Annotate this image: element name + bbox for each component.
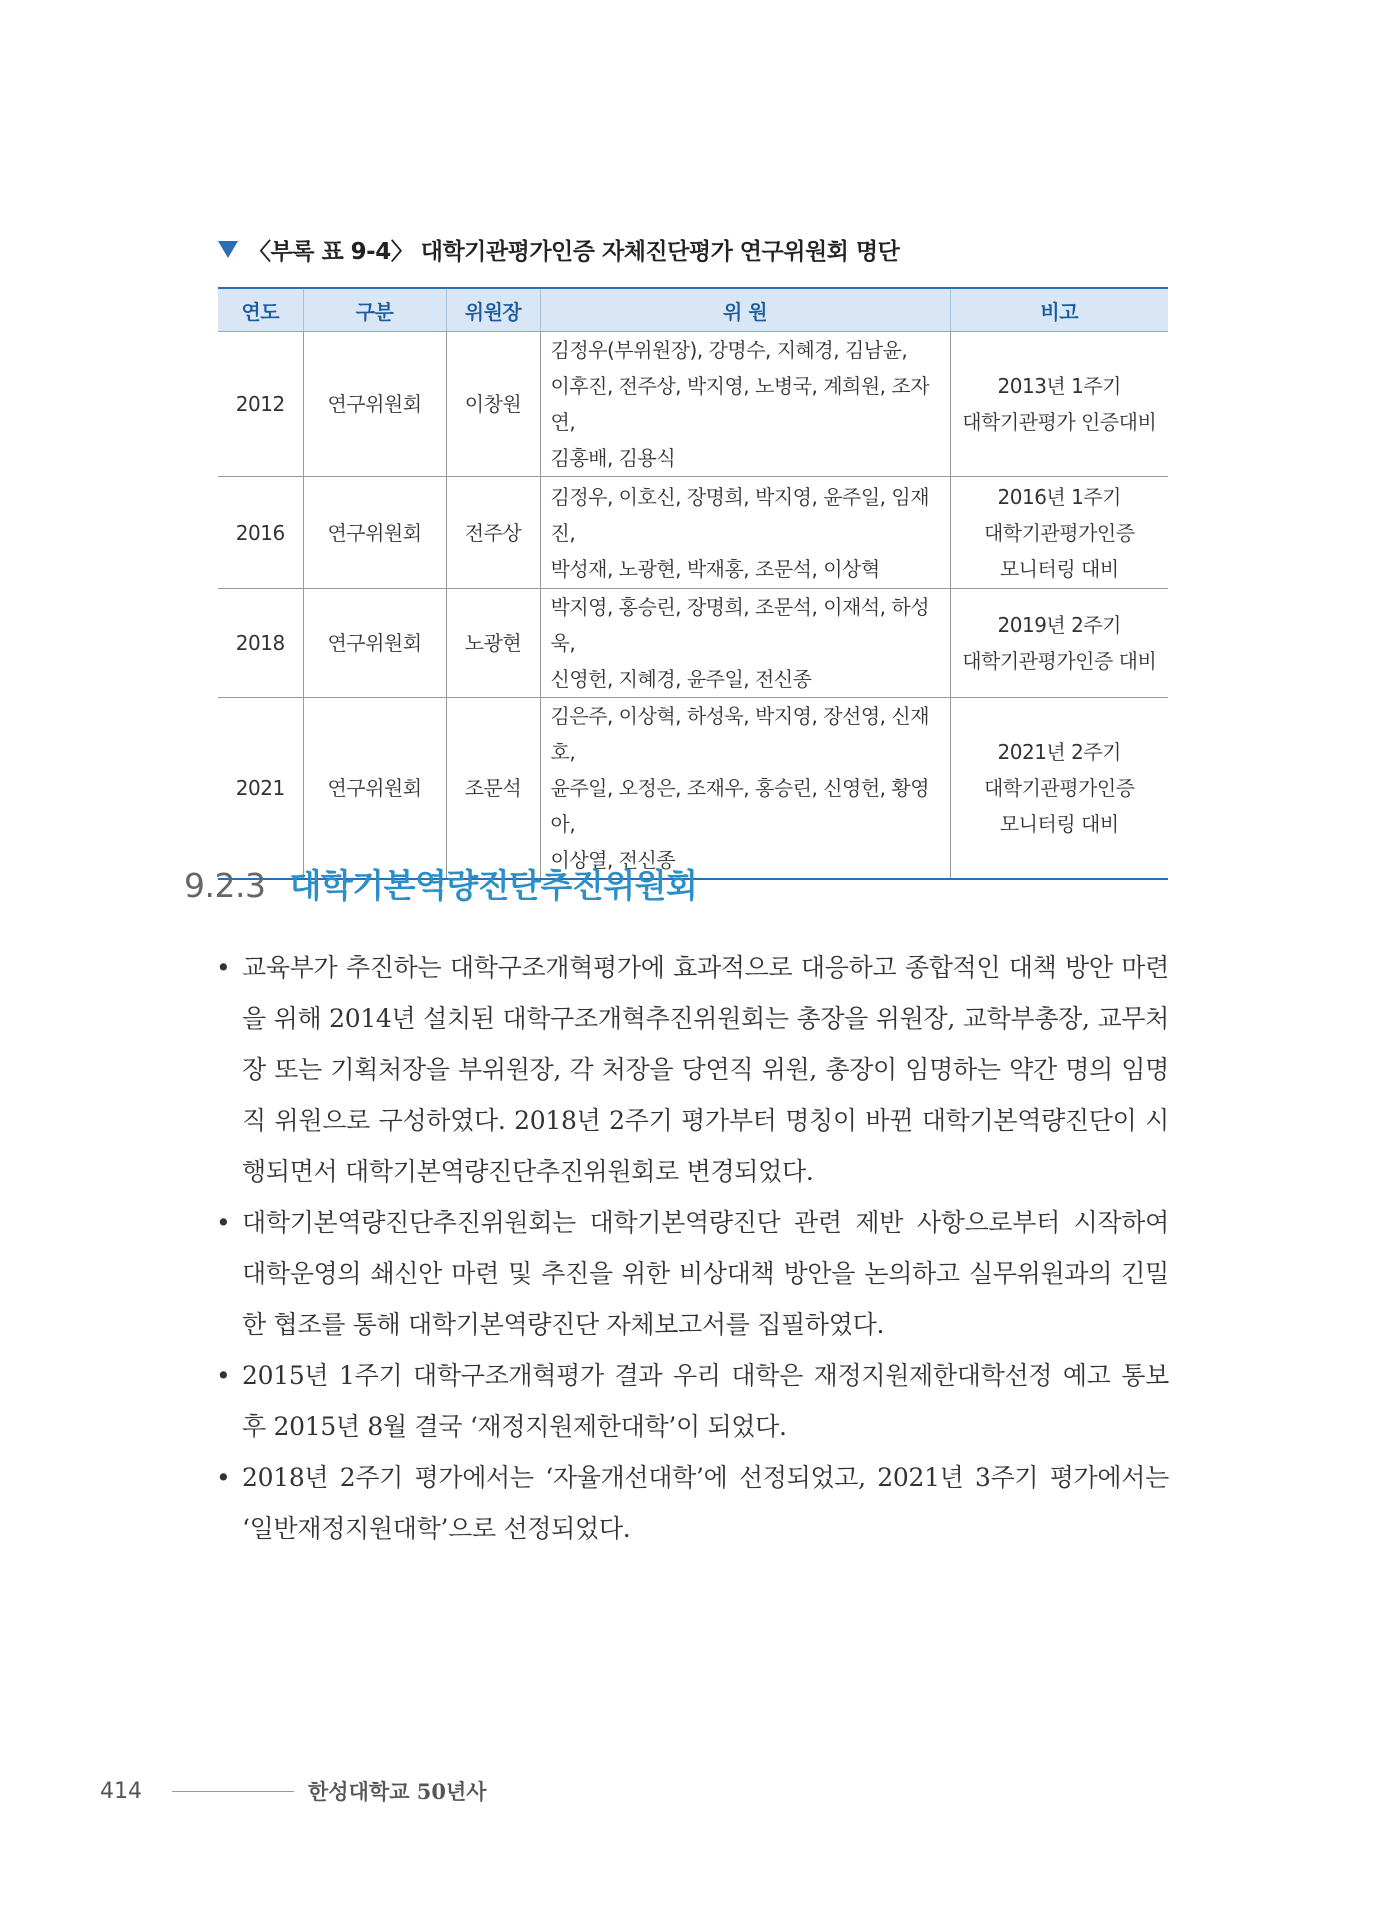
cell-members: [540, 698, 950, 880]
table-caption: [218, 233, 899, 266]
cell-note: [950, 589, 1168, 698]
note-line: 대학기관평가 인증대비: [962, 410, 1157, 434]
cell-year: 2021: [218, 698, 303, 880]
member-line: 김홍배, 김용식: [550, 446, 676, 470]
note-line: 2021년 2주기: [997, 740, 1121, 764]
member-line: 윤주일, 오정은, 조재우, 홍승린, 신영헌, 황영아,: [550, 776, 930, 836]
member-line: 김정우(부위원장), 강명수, 지혜경, 김남윤,: [550, 338, 908, 362]
cell-members: [540, 477, 950, 589]
cell-chair: 노광현: [446, 589, 540, 698]
table-row: [218, 589, 1168, 698]
cell-members: [540, 332, 950, 477]
member-line: 김정우, 이호신, 장명희, 박지영, 윤주일, 임재진,: [550, 484, 930, 545]
section-heading: [184, 860, 697, 907]
cell-chair: 조문석: [446, 698, 540, 880]
member-line: 박성재, 노광현, 박재홍, 조문석, 이상혁: [550, 556, 880, 581]
member-line: 김은주, 이상혁, 하성욱, 박지영, 장선영, 신재호,: [550, 704, 930, 764]
note-line: 2013년 1주기: [997, 374, 1121, 398]
header-year: 연도: [218, 288, 303, 332]
cell-note: [950, 698, 1168, 880]
note-line: 대학기관평가인증: [983, 776, 1135, 800]
member-line: 박지영, 홍승린, 장명희, 조문석, 이재석, 하성욱,: [550, 595, 930, 655]
bullet-item: • 2015년 1주기 대학구조개혁평가 결과 우리 대학은 재정지원제한대학선정 예고 통보 후 2015년 8월 결국 ‘재정지원제한대학’이 되었다.: [216, 1350, 1169, 1452]
table-caption-text: 〈부록 표 9-4〉 대학기관평가인증 자체진단평가 연구위원회 명단: [248, 239, 900, 265]
book-title: 한성대학교 50년사: [308, 1779, 487, 1804]
note-line: 대학기관평가인증: [983, 520, 1135, 545]
header-type: 구분: [303, 288, 446, 332]
header-members: 위 원: [540, 288, 950, 332]
committee-roster-table: [218, 287, 1168, 880]
table-row: [218, 477, 1168, 589]
note-line: 2019년 2주기: [997, 613, 1121, 637]
member-line: 이후진, 전주상, 박지영, 노병국, 계희원, 조자연,: [550, 374, 930, 434]
note-line: 대학기관평가인증 대비: [962, 649, 1157, 673]
page-footer: [100, 1776, 487, 1806]
note-line: 2016년 1주기: [997, 484, 1121, 509]
cell-year: 2018: [218, 589, 303, 698]
footer-divider: [172, 1791, 294, 1792]
cell-year: 2012: [218, 332, 303, 477]
section-number: 9.2.3: [184, 866, 266, 905]
triangle-down-icon: [218, 241, 238, 258]
table-header-row: [218, 288, 1168, 332]
cell-members: [540, 589, 950, 698]
header-note: 비고: [950, 288, 1168, 332]
header-chair: 위원장: [446, 288, 540, 332]
cell-type: 연구위원회: [303, 589, 446, 698]
cell-note: [950, 477, 1168, 589]
cell-chair: 이창원: [446, 332, 540, 477]
table-row: [218, 332, 1168, 477]
bullet-item: • 교육부가 추진하는 대학구조개혁평가에 효과적으로 대응하고 종합적인 대책 방안 마련을 위해 2014년 설치된 대학구조개혁추진위원회는 총장을 위원장, 교학부총장, 교무처장 또는 기획처장을 부위원장, 각 처장을 당연직 위원, 총장이 임명하는 약간 명의 임명직 위원으로 구성하였다. 2018년 2주기 평가부터 명칭이 바뀐 대학기본역량진단이 시행되면서 대학기본역량진단추진위원회로 변경되었다.: [216, 942, 1169, 1197]
cell-chair: 전주상: [446, 477, 540, 589]
cell-note: [950, 332, 1168, 477]
member-line: 신영헌, 지혜경, 윤주일, 전신종: [550, 667, 812, 691]
note-line: 모니터링 대비: [999, 812, 1119, 836]
bullet-item: • 2018년 2주기 평가에서는 ‘자율개선대학’에 선정되었고, 2021년 3주기 평가에서는 ‘일반재정지원대학’으로 선정되었다.: [216, 1452, 1169, 1554]
cell-year: 2016: [218, 477, 303, 589]
table-row: [218, 698, 1168, 880]
bullet-item: • 대학기본역량진단추진위원회는 대학기본역량진단 관련 제반 사항으로부터 시작하여 대학운영의 쇄신안 마련 및 추진을 위한 비상대책 방안을 논의하고 실무위원과의 긴밀한 협조를 통해 대학기본역량진단 자체보고서를 집필하였다.: [216, 1197, 1169, 1350]
bullet-list: [216, 942, 1169, 1554]
cell-type: 연구위원회: [303, 698, 446, 880]
cell-type: 연구위원회: [303, 477, 446, 589]
note-line: 모니터링 대비: [999, 556, 1119, 581]
section-title: 대학기본역량진단추진위원회: [289, 866, 698, 905]
member-line: 이상열, 전신종: [550, 848, 676, 872]
page-number: 414: [100, 1778, 142, 1804]
cell-type: 연구위원회: [303, 332, 446, 477]
